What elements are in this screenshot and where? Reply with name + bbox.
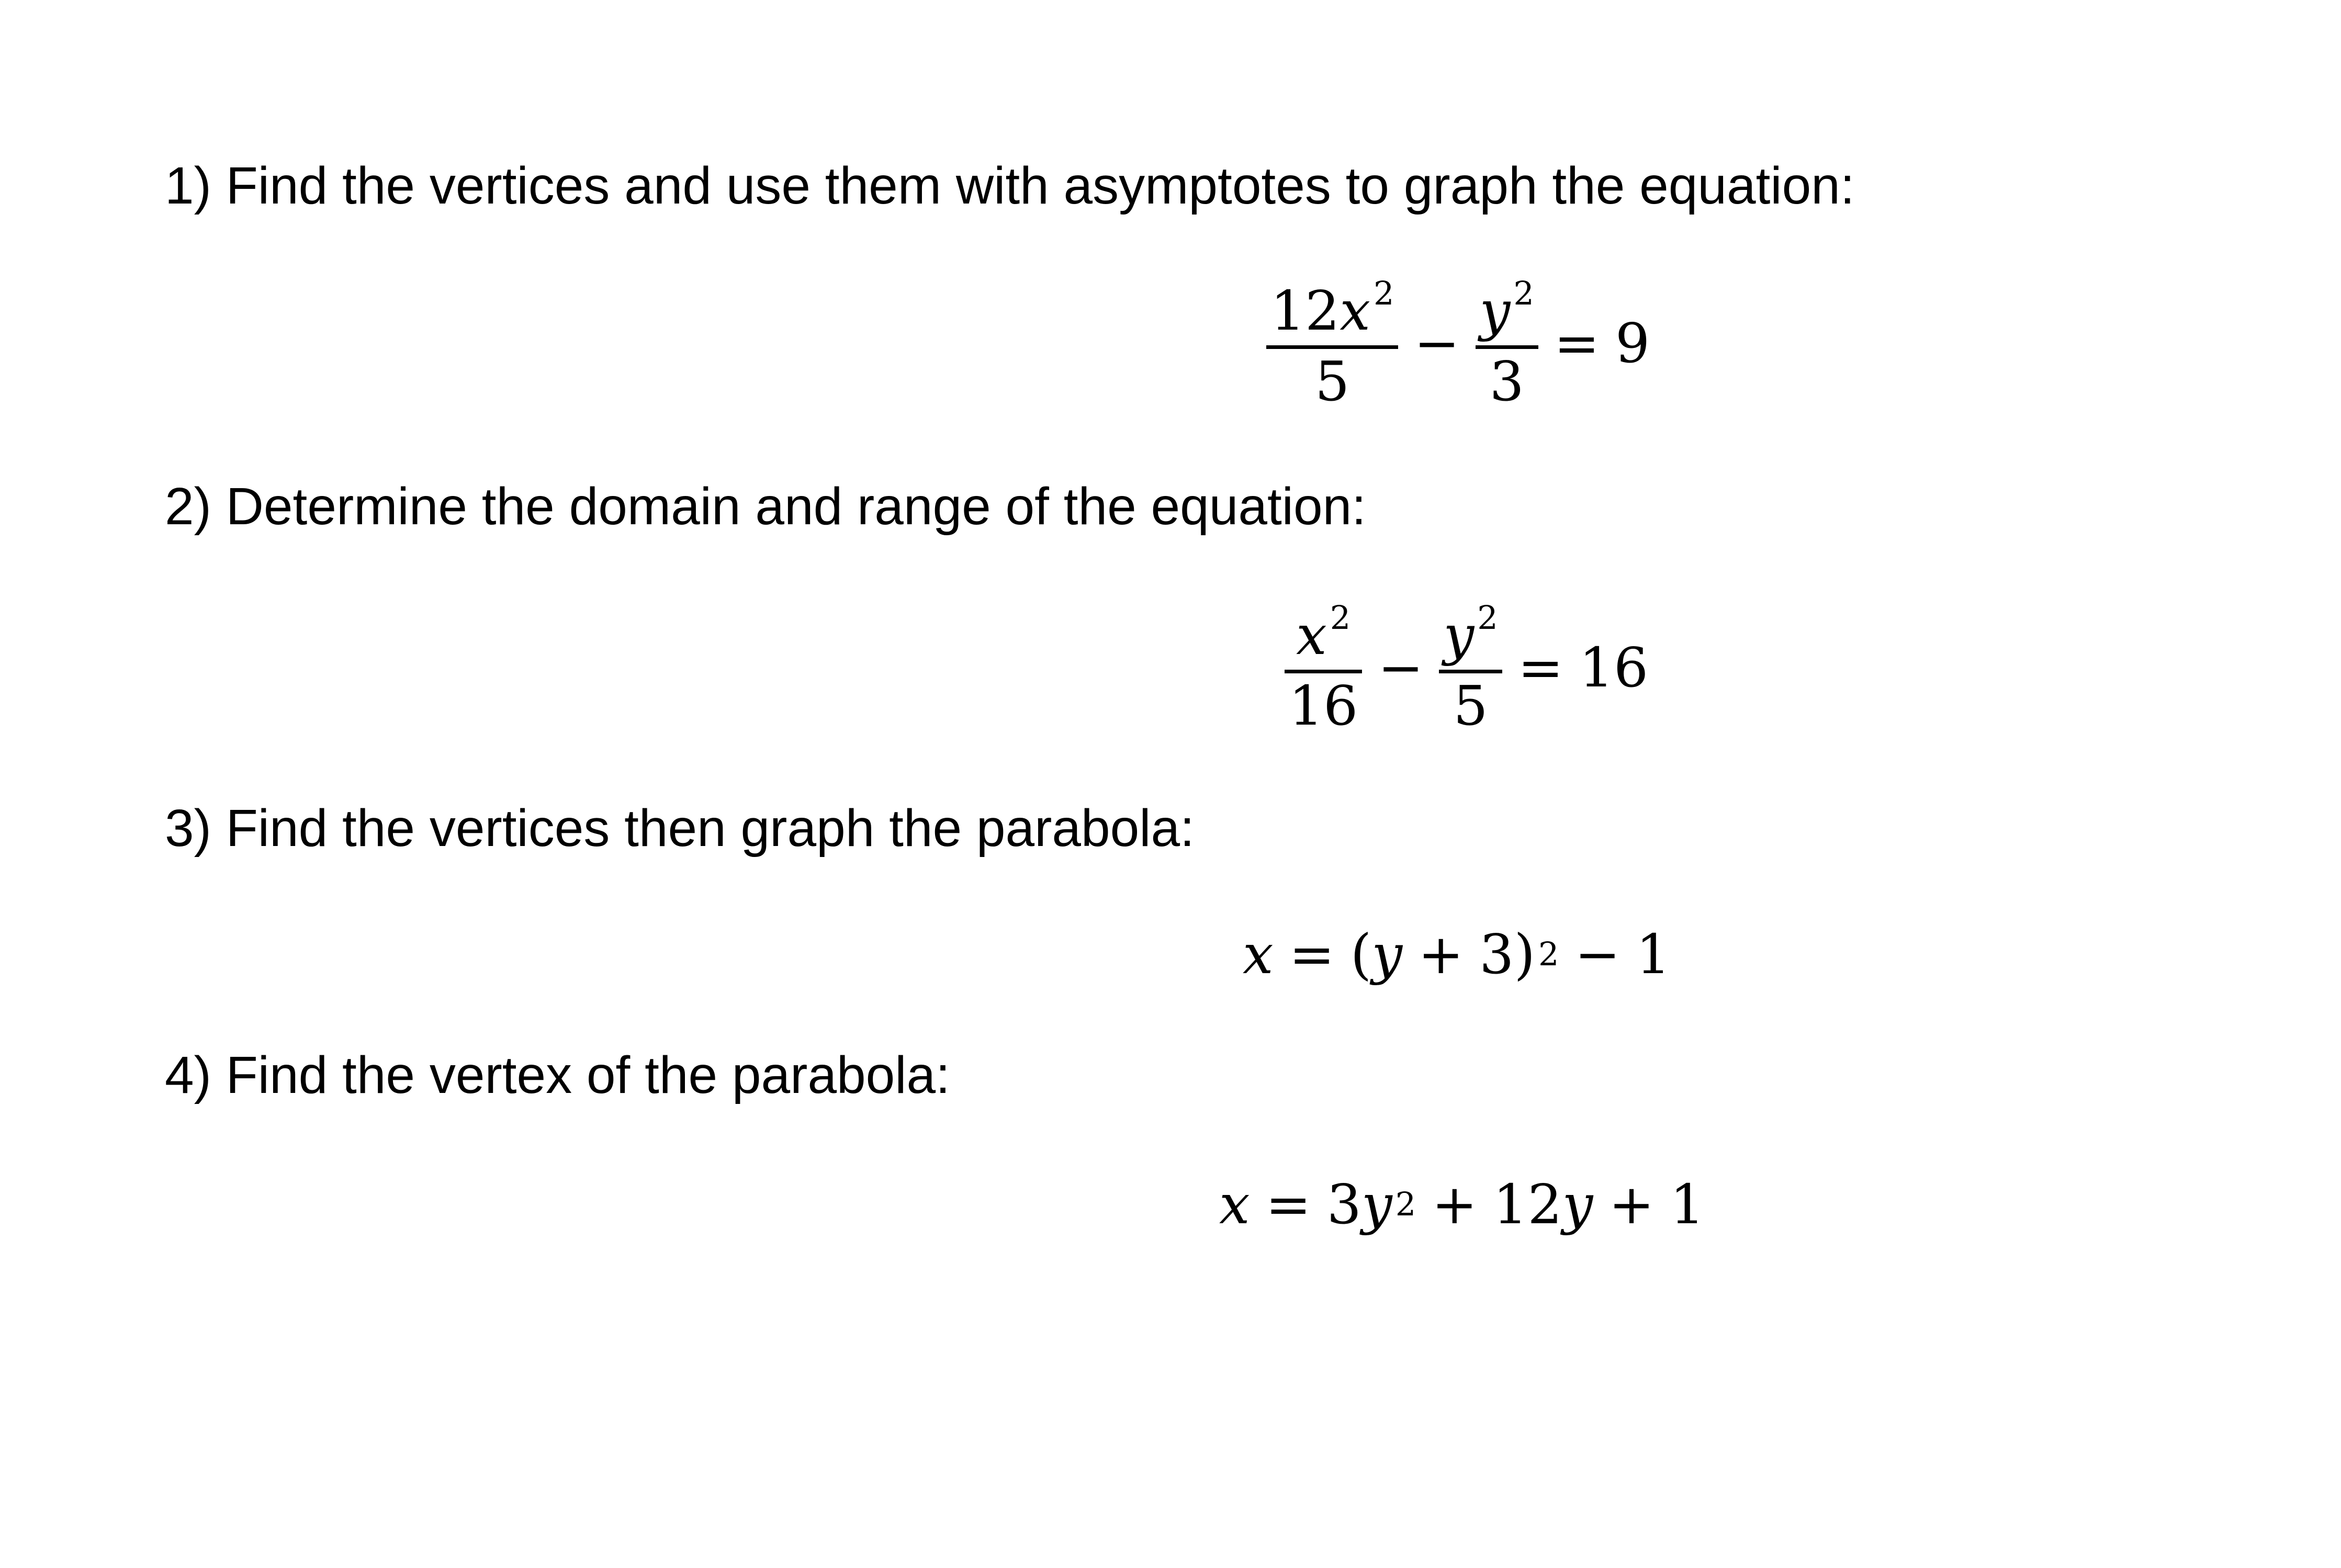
fraction-1 [1266, 274, 1398, 413]
fraction-2 [1476, 274, 1538, 413]
denominator: 5 [1453, 674, 1488, 738]
denominator: 5 [1315, 349, 1350, 413]
constant: 3 [1479, 922, 1514, 986]
equals-sign: = [1265, 1172, 1311, 1236]
equation-4-parabola [1219, 1172, 1705, 1236]
exponent: 2 [1538, 935, 1559, 973]
question-text: Find the vertex of the parabola: [226, 1046, 950, 1104]
variable-y: y [1361, 1172, 1392, 1236]
open-paren: ( [1350, 922, 1372, 986]
tail-constant: 1 [1636, 922, 1671, 986]
coefficient-1: 3 [1326, 1172, 1361, 1236]
exponent: 2 [1513, 274, 1534, 312]
coefficient: 12 [1270, 279, 1340, 343]
exponent: 2 [1395, 1185, 1416, 1223]
plus-sign: + [1432, 1172, 1478, 1236]
right-hand-side: 9 [1615, 311, 1650, 375]
fraction-bar [1285, 670, 1362, 673]
fraction-2 [1439, 599, 1502, 738]
equation-1-hyperbola [1266, 274, 1650, 413]
question-text: Find the vertices then graph the parabola: [226, 799, 1195, 858]
variable-x: x [1340, 279, 1370, 343]
exponent: 2 [1374, 274, 1394, 312]
denominator: 16 [1289, 674, 1358, 738]
variable-y: y [1443, 603, 1475, 667]
variable-x: x [1296, 603, 1327, 667]
lhs-variable: x [1219, 1172, 1250, 1236]
question-number: 1) [165, 156, 211, 215]
question-text: Determine the domain and range of the equation: [226, 477, 1366, 536]
numerator [1476, 274, 1538, 345]
plus-sign: + [1608, 1172, 1655, 1236]
question-4 [165, 1046, 950, 1104]
fraction-bar [1266, 345, 1398, 349]
question-text: Find the vertices and use them with asymptotes to graph the equation: [226, 156, 1855, 215]
numerator [1292, 599, 1355, 670]
question-2 [165, 477, 1366, 536]
minus-sign: − [1574, 922, 1620, 986]
coefficient-2: 12 [1493, 1172, 1562, 1236]
fraction-bar [1476, 345, 1538, 349]
numerator [1266, 274, 1398, 345]
equation-3-parabola [1243, 922, 1671, 986]
constant: 1 [1670, 1172, 1705, 1236]
equals-sign: = [1517, 635, 1563, 700]
equals-sign: = [1289, 922, 1335, 986]
minus-sign: − [1414, 311, 1460, 375]
equation-2-hyperbola [1285, 599, 1649, 738]
question-1 [165, 156, 1855, 215]
minus-sign: − [1378, 635, 1424, 700]
question-3 [165, 799, 1195, 858]
variable-y: y [1562, 1172, 1593, 1236]
plus-sign: + [1418, 922, 1464, 986]
exponent: 2 [1330, 599, 1351, 637]
equals-sign: = [1554, 311, 1600, 375]
denominator: 3 [1489, 349, 1524, 413]
exponent: 2 [1477, 599, 1498, 637]
right-hand-side: 16 [1579, 635, 1649, 700]
question-number: 4) [165, 1046, 211, 1104]
numerator [1439, 599, 1502, 670]
close-paren: ) [1514, 922, 1536, 986]
lhs-variable: x [1243, 922, 1274, 986]
variable-y: y [1479, 279, 1511, 343]
question-number: 2) [165, 477, 211, 536]
fraction-bar [1439, 670, 1502, 673]
fraction-1 [1285, 599, 1362, 738]
variable-y: y [1371, 922, 1403, 986]
question-number: 3) [165, 799, 211, 858]
